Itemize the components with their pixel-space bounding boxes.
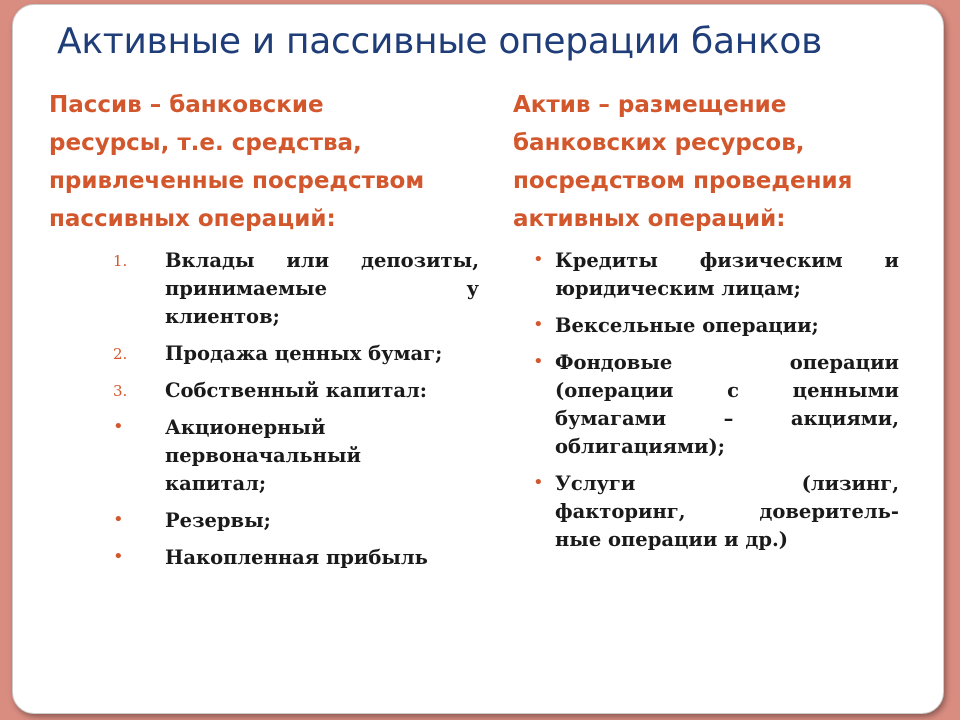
item-text: Собственный капитал: xyxy=(165,379,427,402)
item-text: доверитель- xyxy=(759,500,899,523)
item-text: физическим xyxy=(699,249,843,272)
item-text-line xyxy=(165,303,479,331)
item-text-line xyxy=(555,349,899,377)
item-text-line xyxy=(555,275,899,303)
item-text: капитал; xyxy=(165,472,267,495)
item-text: Кредиты xyxy=(555,249,658,272)
item-text-line xyxy=(165,275,479,303)
item-text-line xyxy=(165,377,479,405)
item-text: или xyxy=(286,249,330,272)
bullet-marker: • xyxy=(533,249,544,270)
item-text: Фондовые xyxy=(555,351,673,374)
item-text-line xyxy=(165,507,479,535)
item-text-line xyxy=(555,498,899,526)
item-text-line xyxy=(165,470,479,498)
active-operation-item xyxy=(533,247,899,303)
item-text: Резервы; xyxy=(165,509,271,532)
passive-operation-item xyxy=(113,377,479,405)
item-text: принимаемые xyxy=(165,277,327,300)
item-text-line xyxy=(555,405,899,433)
active-heading-line: активных операций: xyxy=(513,206,786,232)
item-text: депозиты, xyxy=(360,249,479,272)
item-text-line xyxy=(555,433,899,461)
passive-operation-item xyxy=(113,507,479,535)
active-heading xyxy=(513,86,852,238)
item-text: бумагами xyxy=(555,407,667,430)
number-marker: 1. xyxy=(113,252,128,270)
item-text: (операции xyxy=(555,379,674,402)
item-text: первоначальный xyxy=(165,444,361,467)
passive-operation-item xyxy=(113,340,479,368)
item-text: ные операции и др.) xyxy=(555,528,788,551)
passive-operation-item xyxy=(113,247,479,331)
passive-heading-line: ресурсы, т.е. средства, xyxy=(49,130,362,156)
number-marker: 2. xyxy=(113,345,128,363)
item-text: Вексельные операции; xyxy=(555,314,819,337)
item-text: (лизинг, xyxy=(801,472,899,495)
item-text: с xyxy=(727,379,740,402)
item-text: у xyxy=(466,277,479,300)
passive-heading-line: Пассив – банковские xyxy=(49,92,324,118)
item-text: Акционерный xyxy=(165,416,326,439)
item-text-line xyxy=(165,340,479,368)
item-text: – xyxy=(723,407,734,430)
item-text-line xyxy=(555,312,899,340)
item-text: ценными xyxy=(792,379,899,402)
item-text-line xyxy=(555,377,899,405)
bullet-marker: • xyxy=(113,509,124,530)
slide-title: Активные и пассивные операции банков xyxy=(57,21,823,62)
item-text-line xyxy=(555,247,899,275)
item-text: и xyxy=(884,249,899,272)
item-text: Накопленная прибыль xyxy=(165,546,428,569)
active-operation-item xyxy=(533,470,899,554)
active-operations-list xyxy=(533,247,899,563)
passive-operation-item xyxy=(113,544,479,572)
item-text: операции xyxy=(789,351,899,374)
item-text-line xyxy=(555,470,899,498)
bullet-marker: • xyxy=(533,314,544,335)
bullet-marker: • xyxy=(113,416,124,437)
item-text: юридическим лицам; xyxy=(555,277,801,300)
bullet-marker: • xyxy=(533,351,544,372)
slide xyxy=(12,4,944,714)
item-text: клиентов; xyxy=(165,305,280,328)
passive-operations-list xyxy=(113,247,479,581)
bullet-marker: • xyxy=(113,546,124,567)
item-text: облигациями); xyxy=(555,435,725,458)
item-text: Продажа ценных бумаг; xyxy=(165,342,443,365)
item-text-line xyxy=(165,442,479,470)
item-text: акциями, xyxy=(790,407,899,430)
active-heading-line: Актив – размещение xyxy=(513,92,787,118)
item-text: Услуги xyxy=(555,472,636,495)
passive-heading xyxy=(49,86,424,238)
passive-operation-item xyxy=(113,414,479,498)
active-heading-line: банковских ресурсов, xyxy=(513,130,805,156)
passive-heading-line: пассивных операций: xyxy=(49,206,336,232)
bullet-marker: • xyxy=(533,472,544,493)
active-heading-line: посредством проведения xyxy=(513,168,853,194)
item-text-line xyxy=(165,247,479,275)
number-marker: 3. xyxy=(113,382,128,400)
passive-heading-line: привлеченные посредством xyxy=(49,168,425,194)
item-text: факторинг, xyxy=(555,500,686,523)
item-text-line xyxy=(165,414,479,442)
item-text-line xyxy=(165,544,479,572)
active-operation-item xyxy=(533,312,899,340)
item-text-line xyxy=(555,526,899,554)
item-text: Вклады xyxy=(165,249,255,272)
active-operation-item xyxy=(533,349,899,461)
